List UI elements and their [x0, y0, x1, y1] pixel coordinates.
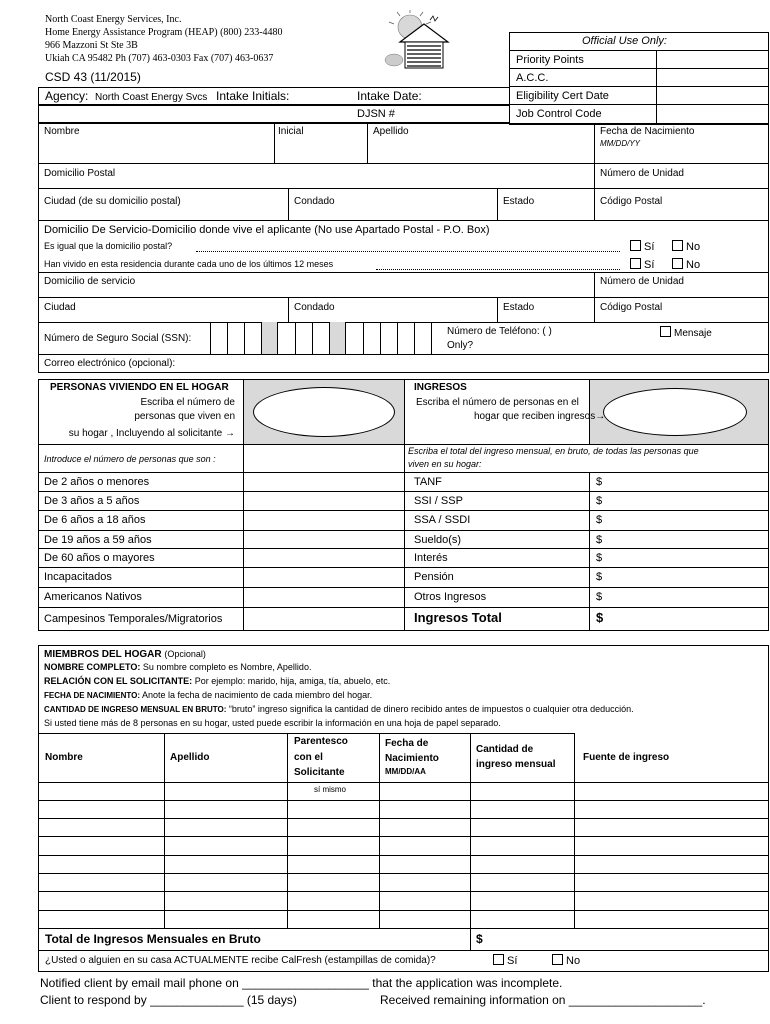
income-intro-2: viven en su hogar: — [408, 459, 482, 469]
domicilio-postal-label[interactable]: Domicilio Postal — [44, 168, 116, 179]
intake-date-label[interactable]: Intake Date: — [357, 89, 422, 103]
codigo-postal-label[interactable]: Código Postal — [600, 196, 663, 207]
col-nombre: Nombre — [45, 752, 83, 763]
members-table-rows[interactable] — [38, 782, 769, 928]
col-parentesco-1: Parentesco — [294, 736, 348, 747]
street-line: 966 Mazzoni St Ste 3B — [45, 40, 138, 51]
calfresh-question: ¿Usted o alguien en su casa ACTUALMENTE recibe CalFresh (estampillas de comida)? — [45, 955, 436, 966]
office-acc: A.C.C. — [516, 72, 549, 84]
igual-si-checkbox[interactable]: Sí — [630, 240, 654, 253]
codigo-postal-servicio-label[interactable]: Código Postal — [600, 302, 663, 313]
income-row-label: SSA / SSDI — [414, 514, 471, 526]
doce-si-checkbox[interactable]: Sí — [630, 258, 654, 271]
household-desc-2: personas que viven en — [134, 411, 235, 422]
fecha-nacimiento-label[interactable]: Fecha de Nacimiento — [600, 126, 695, 137]
household-desc-3: su hogar , Incluyendo al solicitante → — [68, 428, 235, 439]
program-line: Home Energy Assistance Program (HEAP) (800) 233-4480 — [45, 27, 283, 38]
agency-value: North Coast Energy Svcs — [95, 92, 208, 103]
estado-label[interactable]: Estado — [503, 196, 535, 207]
income-dollar[interactable]: $ — [596, 476, 603, 488]
intake-initials-label[interactable]: Intake Initials: — [216, 89, 290, 103]
telefono-label[interactable]: Número de Teléfono: ( ) — [447, 326, 552, 337]
respond-line: Client to respond by ______________ (15 days) — [40, 993, 297, 1007]
income-row-label: Pensión — [414, 571, 454, 583]
household-row-label: De 6 años a 18 años — [44, 514, 146, 526]
form-id: CSD 43 (11/2015) — [45, 70, 141, 84]
income-row-label: Interés — [414, 552, 448, 564]
nombre-label[interactable]: Nombre — [44, 126, 80, 137]
numero-unidad-label[interactable]: Número de Unidad — [600, 168, 684, 179]
col-parentesco-2: con el — [294, 752, 323, 763]
condado-servicio-label[interactable]: Condado — [294, 302, 335, 313]
members-note-fecha: FECHA DE NACIMIENTO: Anote la fecha de nacimiento de cada miembro del hogar. — [44, 690, 373, 700]
income-count-oval[interactable] — [603, 388, 747, 436]
office-priority-points: Priority Points — [516, 54, 584, 66]
col-parentesco-3: Solicitante — [294, 767, 345, 778]
total-mensual-dollar[interactable]: $ — [476, 932, 483, 946]
col-apellido: Apellido — [170, 752, 210, 763]
members-note-cantidad: CANTIDAD DE INGRESO MENSUAL EN BRUTO: “bruto” ingreso significa la cantidad de dinero recibido antes de impuestos o cualquier otra deducción. — [44, 704, 634, 714]
household-row-label: De 60 años o mayores — [44, 552, 155, 564]
doce-no-checkbox[interactable]: No — [672, 258, 700, 271]
col-cantidad-1: Cantidad de — [476, 744, 534, 755]
mensaje-checkbox[interactable]: Mensaje — [660, 326, 712, 339]
condado-label[interactable]: Condado — [294, 196, 335, 207]
djsn-row — [38, 105, 510, 123]
servicio-title: Domicilio De Servicio-Domicilio donde vive el aplicante (No use Apartado Postal - P.O. Box) — [44, 224, 490, 236]
igual-question: Es igual que la domicilio postal? — [44, 241, 173, 251]
estado-servicio-label[interactable]: Estado — [503, 302, 535, 313]
income-total-label: Ingresos Total — [414, 610, 502, 625]
income-desc-2: hogar que reciben ingresos→ — [474, 411, 606, 422]
office-eligibility-cert-date: Eligibility Cert Date — [516, 90, 609, 102]
income-total-dollar[interactable]: $ — [596, 610, 604, 625]
inicial-label[interactable]: Inicial — [278, 126, 304, 137]
col-fecha-1: Fecha de — [385, 738, 429, 749]
income-title: INGRESOS — [414, 382, 467, 393]
household-count-oval[interactable] — [253, 387, 395, 437]
djsn-label[interactable]: DJSN # — [357, 108, 395, 120]
received-line: Received remaining information on ____________________. — [380, 993, 706, 1007]
household-row-label: De 3 años a 5 años — [44, 495, 140, 507]
correo-label[interactable]: Correo electrónico (opcional): — [44, 358, 176, 369]
col-fecha-2: Nacimiento — [385, 753, 439, 764]
col-fuente: Fuente de ingreso — [583, 752, 670, 763]
fecha-format: MM/DD/YY — [600, 139, 640, 148]
household-intro: Introduce el número de personas que son : — [44, 454, 216, 464]
income-desc-1: Escriba el número de personas en el — [416, 397, 579, 408]
household-row-label: Incapacitados — [44, 571, 112, 583]
income-dollar[interactable]: $ — [596, 514, 603, 526]
household-title: PERSONAS VIVIENDO EN EL HOGAR — [50, 382, 229, 393]
income-dollar[interactable]: $ — [596, 591, 603, 603]
notified-line: Notified client by email mail phone on ___________________ that the application was incomplete. — [40, 976, 563, 990]
igual-no-checkbox[interactable]: No — [672, 240, 700, 253]
income-intro-1: Escriba el total del ingreso mensual, en bruto, de todas las personas que — [408, 446, 699, 456]
self-relation: sí mismo — [314, 785, 346, 794]
members-note-extra: Si usted tiene más de 8 personas en su hogar, usted puede escribir la información en una hoja de papel separado. — [44, 718, 501, 728]
city-phone-line: Ukiah CA 95482 Ph (707) 463-0303 Fax (707) 463-0637 — [45, 53, 274, 64]
total-mensual-label: Total de Ingresos Mensuales en Bruto — [45, 932, 261, 946]
income-dollar[interactable]: $ — [596, 552, 603, 564]
ciudad-servicio-label[interactable]: Ciudad — [44, 302, 76, 313]
org-name: North Coast Energy Services, Inc. — [45, 14, 182, 25]
members-note-relacion: RELACIÓN CON EL SOLICITANTE: Por ejemplo: marido, hija, amiga, tía, abuelo, etc. — [44, 676, 391, 686]
income-dollar[interactable]: $ — [596, 495, 603, 507]
numero-unidad-servicio-label[interactable]: Número de Unidad — [600, 276, 684, 287]
col-fecha-3: MM/DD/AA — [385, 767, 426, 776]
office-job-control-code: Job Control Code — [516, 108, 602, 120]
household-row-label: Campesinos Temporales/Migratorios — [44, 613, 223, 625]
household-row-label: Americanos Nativos — [44, 591, 142, 603]
agency-label: Agency: — [45, 89, 89, 103]
income-row-label: SSI / SSP — [414, 495, 463, 507]
telefono-only: Only? — [447, 340, 474, 351]
household-desc-1: Escriba el número de — [140, 397, 235, 408]
members-title: MIEMBROS DEL HOGAR (Opcional) — [44, 649, 206, 660]
house-sun-logo-icon — [380, 10, 460, 72]
apellido-label[interactable]: Apellido — [373, 126, 409, 137]
col-cantidad-2: ingreso mensual — [476, 759, 556, 770]
income-dollar[interactable]: $ — [596, 571, 603, 583]
ciudad-postal-label[interactable]: Ciudad (de su domicilio postal) — [44, 196, 181, 207]
calfresh-si-checkbox[interactable]: Sí — [493, 954, 517, 967]
calfresh-no-checkbox[interactable]: No — [552, 954, 580, 967]
income-row-label: TANF — [414, 476, 442, 488]
income-row-label: Otros Ingresos — [414, 591, 487, 603]
income-row-label: Sueldo(s) — [414, 534, 462, 546]
ssn-label: Número de Seguro Social (SSN): — [44, 333, 192, 344]
domicilio-servicio-label[interactable]: Domicilio de servicio — [44, 276, 136, 287]
income-dollar[interactable]: $ — [596, 534, 603, 546]
household-row-label: De 19 años a 59 años — [44, 534, 152, 546]
doce-meses-question: Han vivido en esta residencia durante cada uno de los últimos 12 meses — [44, 259, 334, 269]
household-row-label: De 2 años o menores — [44, 476, 150, 488]
official-use-title: Official Use Only: — [582, 35, 667, 47]
members-note-nombre: NOMBRE COMPLETO: Su nombre completo es Nombre, Apellido. — [44, 662, 312, 672]
